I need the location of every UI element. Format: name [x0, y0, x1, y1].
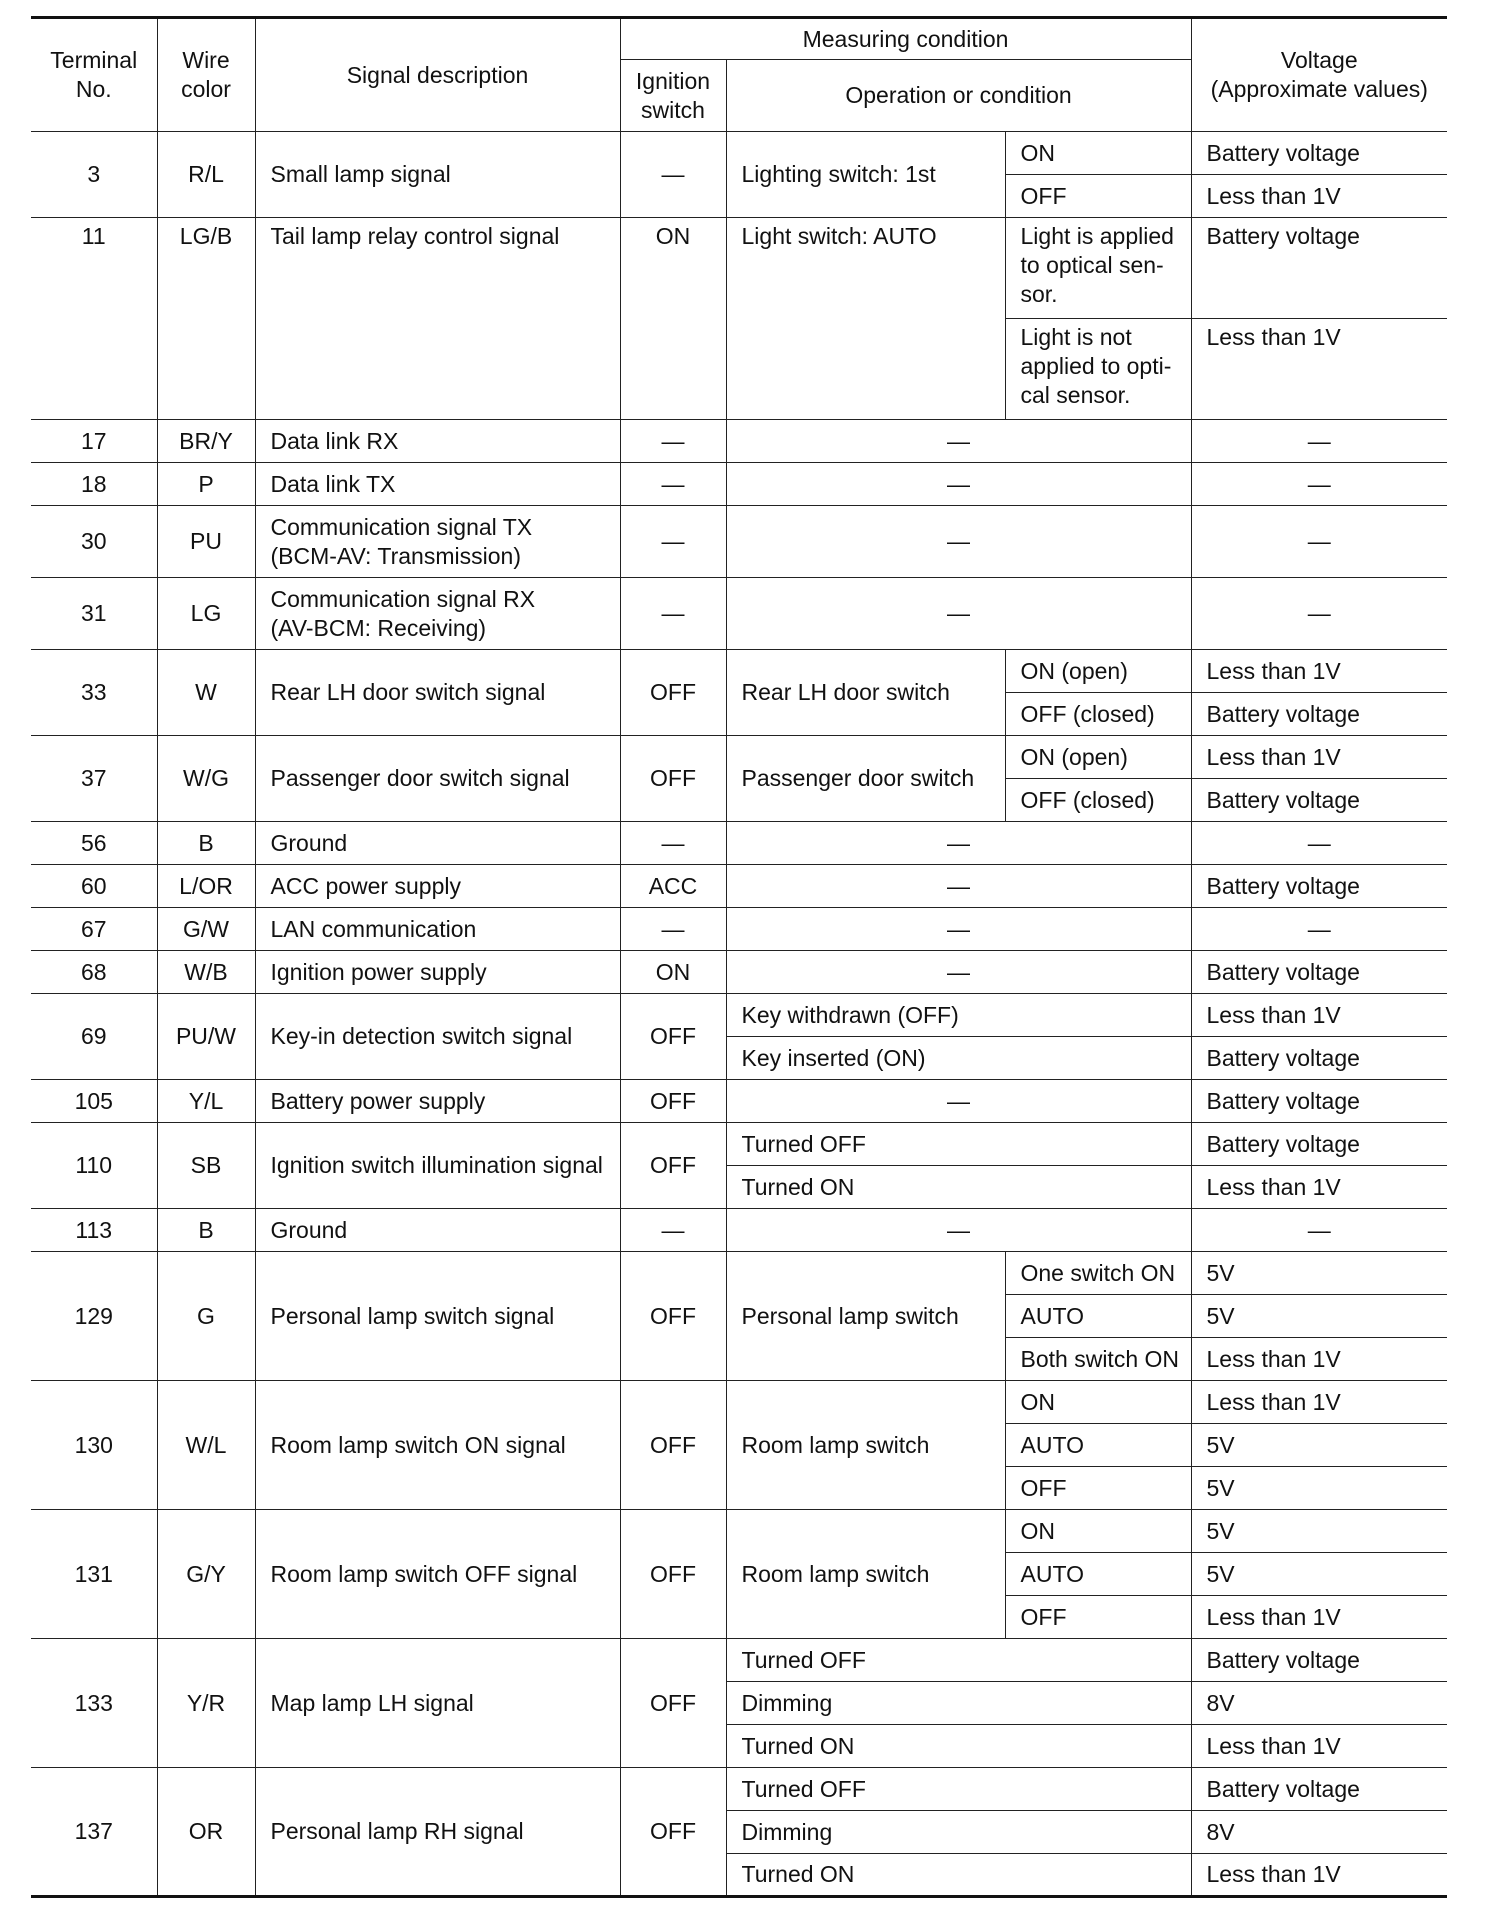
table-row	[31, 736, 1447, 779]
voltage: Less than 1V	[1191, 1725, 1447, 1768]
voltage: Less than 1V	[1191, 650, 1447, 693]
wire-color: R/L	[157, 132, 255, 218]
condition: ON (open)	[1005, 736, 1191, 779]
header-signal-description: Signal description	[255, 18, 620, 132]
voltage: Less than 1V	[1191, 736, 1447, 779]
condition: ON (open)	[1005, 650, 1191, 693]
table-row	[31, 994, 1447, 1037]
condition: ON	[1005, 132, 1191, 175]
operation: Dimming	[726, 1811, 1191, 1854]
signal-description: Ground	[255, 822, 620, 865]
voltage: Battery voltage	[1191, 779, 1447, 822]
operation: Turned ON	[726, 1166, 1191, 1209]
ignition-switch: OFF	[620, 1123, 726, 1209]
voltage: Less than 1V	[1191, 1381, 1447, 1424]
header-row-1	[31, 18, 1447, 60]
operation: Turned OFF	[726, 1639, 1191, 1682]
signal-description: Ignition switch illumination signal	[255, 1123, 620, 1209]
signal-description: Rear LH door switch signal	[255, 650, 620, 736]
wire-color: B	[157, 1209, 255, 1252]
table-row	[31, 1768, 1447, 1811]
voltage: —	[1191, 420, 1447, 463]
wire-color: W/L	[157, 1381, 255, 1510]
voltage: Battery voltage	[1191, 865, 1447, 908]
ignition-switch: —	[620, 908, 726, 951]
voltage: Battery voltage	[1191, 1123, 1447, 1166]
terminal-no: 113	[31, 1209, 157, 1252]
table-row	[31, 1080, 1447, 1123]
voltage: Battery voltage	[1191, 1080, 1447, 1123]
wire-color: W/G	[157, 736, 255, 822]
signal-line-1: Communication signal TX	[270, 513, 533, 540]
signal-description: Key-in detection switch signal	[255, 994, 620, 1080]
header-measuring-condition: Measuring condition	[620, 18, 1191, 60]
wire-color: BR/Y	[157, 420, 255, 463]
operation: Dimming	[726, 1682, 1191, 1725]
voltage: Battery voltage	[1191, 1768, 1447, 1811]
terminal-no: 137	[31, 1768, 157, 1897]
operation: Light switch: AUTO	[726, 218, 1005, 420]
terminal-no: 129	[31, 1252, 157, 1381]
voltage: —	[1191, 463, 1447, 506]
terminal-no: 131	[31, 1510, 157, 1639]
header-wire-color: Wire color	[157, 18, 255, 132]
header-ignition-switch: Ignition switch	[620, 60, 726, 132]
header-operation-or-condition: Operation or condition	[726, 60, 1191, 132]
terminal-no: 33	[31, 650, 157, 736]
voltage: —	[1191, 506, 1447, 578]
ignition-switch: —	[620, 420, 726, 463]
voltage: —	[1191, 908, 1447, 951]
wire-color: W/B	[157, 951, 255, 994]
ignition-switch: —	[620, 822, 726, 865]
voltage: Less than 1V	[1191, 175, 1447, 218]
ignition-switch: OFF	[620, 1252, 726, 1381]
condition: Both switch ON	[1005, 1338, 1191, 1381]
operation: —	[726, 865, 1191, 908]
ignition-switch: OFF	[620, 1510, 726, 1639]
table-row	[31, 865, 1447, 908]
table-row	[31, 1209, 1447, 1252]
signal-description: Data link TX	[255, 463, 620, 506]
signal-line-2: (AV-BCM: Receiving)	[270, 614, 487, 641]
terminal-no: 69	[31, 994, 157, 1080]
condition: OFF	[1005, 1467, 1191, 1510]
voltage: Battery voltage	[1191, 1639, 1447, 1682]
wire-color: G/Y	[157, 1510, 255, 1639]
operation: Rear LH door switch	[726, 650, 1005, 736]
operation: —	[726, 420, 1191, 463]
signal-description: Battery power supply	[255, 1080, 620, 1123]
table-row	[31, 650, 1447, 693]
ignition-switch: OFF	[620, 1768, 726, 1897]
terminal-no: 31	[31, 578, 157, 650]
ignition-switch: OFF	[620, 1639, 726, 1768]
signal-description	[255, 578, 620, 650]
signal-description: LAN communication	[255, 908, 620, 951]
table-row	[31, 1381, 1447, 1424]
terminal-no: 11	[31, 218, 157, 420]
ignition-switch: OFF	[620, 1381, 726, 1510]
wire-color: P	[157, 463, 255, 506]
ignition-switch: —	[620, 463, 726, 506]
voltage: Battery voltage	[1191, 1037, 1447, 1080]
table-row	[31, 1639, 1447, 1682]
condition: OFF	[1005, 1596, 1191, 1639]
wire-color: G/W	[157, 908, 255, 951]
signal-description: Tail lamp relay control signal	[255, 218, 620, 420]
table-row	[31, 1510, 1447, 1553]
wire-color: G	[157, 1252, 255, 1381]
operation: Passenger door switch	[726, 736, 1005, 822]
operation: Key inserted (ON)	[726, 1037, 1191, 1080]
table-row	[31, 951, 1447, 994]
signal-description: Ground	[255, 1209, 620, 1252]
ignition-switch: OFF	[620, 1080, 726, 1123]
operation: Turned ON	[726, 1725, 1191, 1768]
wire-color: Y/L	[157, 1080, 255, 1123]
operation: —	[726, 908, 1191, 951]
terminal-no: 17	[31, 420, 157, 463]
signal-description: Room lamp switch ON signal	[255, 1381, 620, 1510]
operation: Turned OFF	[726, 1768, 1191, 1811]
signal-description: Room lamp switch OFF signal	[255, 1510, 620, 1639]
condition: Light is not applied to opti-cal sensor.	[1005, 319, 1191, 420]
wire-color: LG/B	[157, 218, 255, 420]
wire-color: B	[157, 822, 255, 865]
header-terminal-no: Terminal No.	[31, 18, 157, 132]
voltage: Less than 1V	[1191, 1166, 1447, 1209]
voltage: 5V	[1191, 1553, 1447, 1596]
voltage: Less than 1V	[1191, 1338, 1447, 1381]
signal-description: ACC power supply	[255, 865, 620, 908]
condition: Light is applied to optical sen-sor.	[1005, 218, 1191, 319]
operation: Lighting switch: 1st	[726, 132, 1005, 218]
voltage: 5V	[1191, 1424, 1447, 1467]
terminal-no: 105	[31, 1080, 157, 1123]
wire-color: W	[157, 650, 255, 736]
condition: AUTO	[1005, 1295, 1191, 1338]
terminal-no: 67	[31, 908, 157, 951]
terminal-no: 133	[31, 1639, 157, 1768]
terminal-inspection-table	[31, 16, 1447, 1898]
table-row	[31, 1252, 1447, 1295]
voltage: Battery voltage	[1191, 951, 1447, 994]
condition: One switch ON	[1005, 1252, 1191, 1295]
signal-description	[255, 506, 620, 578]
operation: —	[726, 1080, 1191, 1123]
voltage: 8V	[1191, 1682, 1447, 1725]
voltage: Less than 1V	[1191, 994, 1447, 1037]
condition: OFF (closed)	[1005, 779, 1191, 822]
operation: Personal lamp switch	[726, 1252, 1005, 1381]
voltage: —	[1191, 822, 1447, 865]
ignition-switch: ACC	[620, 865, 726, 908]
signal-description: Personal lamp RH signal	[255, 1768, 620, 1897]
wire-color: LG	[157, 578, 255, 650]
voltage: Battery voltage	[1191, 693, 1447, 736]
table-row	[31, 506, 1447, 578]
voltage: Battery voltage	[1191, 218, 1447, 319]
operation: —	[726, 1209, 1191, 1252]
terminal-no: 30	[31, 506, 157, 578]
signal-description: Ignition power supply	[255, 951, 620, 994]
voltage: Less than 1V	[1191, 1854, 1447, 1897]
table-row	[31, 578, 1447, 650]
voltage: 5V	[1191, 1295, 1447, 1338]
signal-line-2: (BCM-AV: Transmission)	[270, 542, 521, 569]
table-row	[31, 463, 1447, 506]
terminal-no: 3	[31, 132, 157, 218]
terminal-no: 56	[31, 822, 157, 865]
ignition-switch: OFF	[620, 994, 726, 1080]
operation: —	[726, 951, 1191, 994]
operation: Key withdrawn (OFF)	[726, 994, 1191, 1037]
operation: Room lamp switch	[726, 1510, 1005, 1639]
wire-color: OR	[157, 1768, 255, 1897]
wire-color: Y/R	[157, 1639, 255, 1768]
signal-description: Personal lamp switch signal	[255, 1252, 620, 1381]
table-row	[31, 1123, 1447, 1166]
terminal-no: 18	[31, 463, 157, 506]
signal-description: Passenger door switch signal	[255, 736, 620, 822]
voltage: —	[1191, 578, 1447, 650]
signal-description: Map lamp LH signal	[255, 1639, 620, 1768]
table-row	[31, 908, 1447, 951]
operation: —	[726, 822, 1191, 865]
operation: —	[726, 578, 1191, 650]
voltage: Less than 1V	[1191, 1596, 1447, 1639]
condition: ON	[1005, 1381, 1191, 1424]
table-row	[31, 822, 1447, 865]
ignition-switch: OFF	[620, 650, 726, 736]
condition: AUTO	[1005, 1424, 1191, 1467]
operation: —	[726, 506, 1191, 578]
table-row	[31, 132, 1447, 175]
operation: Turned ON	[726, 1854, 1191, 1897]
terminal-no: 37	[31, 736, 157, 822]
table-row	[31, 420, 1447, 463]
voltage: Battery voltage	[1191, 132, 1447, 175]
table-row	[31, 218, 1447, 319]
signal-line-1: Communication signal RX	[270, 585, 536, 612]
ignition-switch: OFF	[620, 736, 726, 822]
signal-description: Data link RX	[255, 420, 620, 463]
ignition-switch: —	[620, 1209, 726, 1252]
terminal-no: 60	[31, 865, 157, 908]
ignition-switch: —	[620, 132, 726, 218]
condition: AUTO	[1005, 1553, 1191, 1596]
voltage: 5V	[1191, 1467, 1447, 1510]
terminal-no: 110	[31, 1123, 157, 1209]
terminal-no: 130	[31, 1381, 157, 1510]
wire-color: SB	[157, 1123, 255, 1209]
terminal-no: 68	[31, 951, 157, 994]
wire-color: PU/W	[157, 994, 255, 1080]
condition: OFF (closed)	[1005, 693, 1191, 736]
voltage: 8V	[1191, 1811, 1447, 1854]
condition: OFF	[1005, 175, 1191, 218]
ignition-switch: —	[620, 506, 726, 578]
voltage: Less than 1V	[1191, 319, 1447, 420]
ignition-switch: ON	[620, 951, 726, 994]
operation: Room lamp switch	[726, 1381, 1005, 1510]
operation: —	[726, 463, 1191, 506]
signal-description: Small lamp signal	[255, 132, 620, 218]
ignition-switch: —	[620, 578, 726, 650]
condition: ON	[1005, 1510, 1191, 1553]
terminal-inspection-table-sheet	[31, 16, 1447, 1896]
voltage: 5V	[1191, 1510, 1447, 1553]
operation: Turned OFF	[726, 1123, 1191, 1166]
voltage: 5V	[1191, 1252, 1447, 1295]
ignition-switch: ON	[620, 218, 726, 420]
wire-color: PU	[157, 506, 255, 578]
wire-color: L/OR	[157, 865, 255, 908]
header-voltage: Voltage (Approximate values)	[1191, 18, 1447, 132]
voltage: —	[1191, 1209, 1447, 1252]
